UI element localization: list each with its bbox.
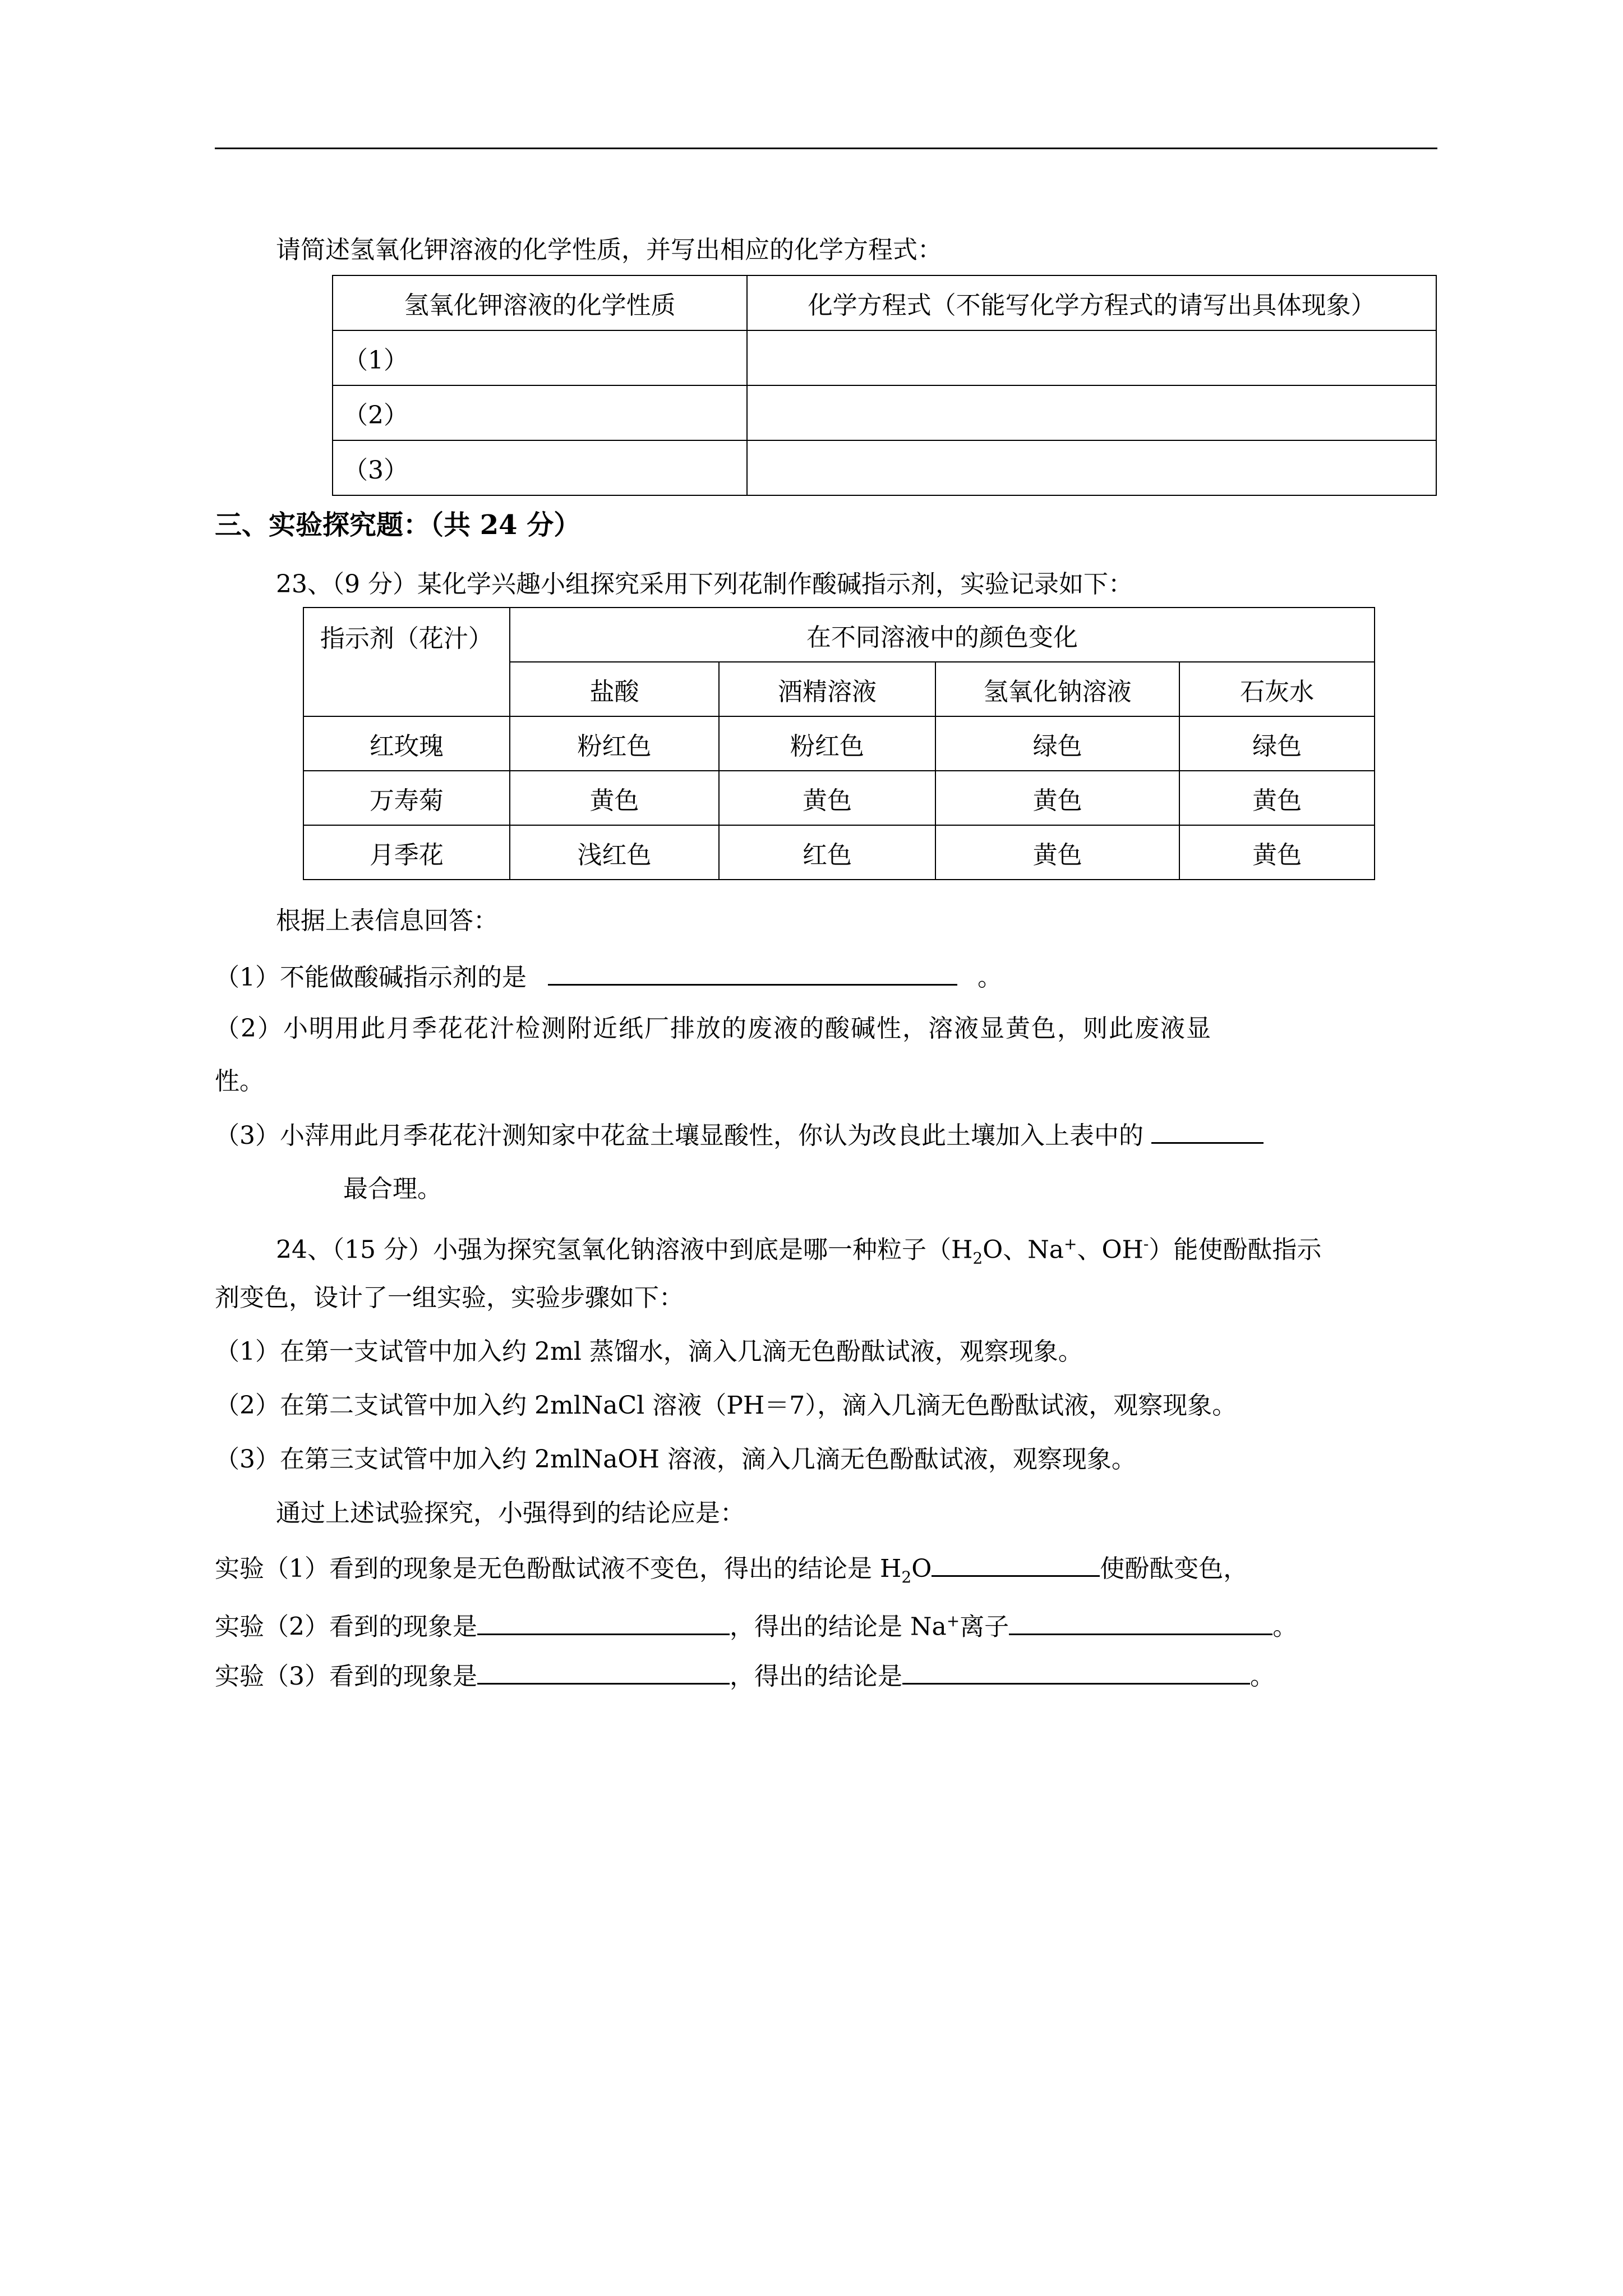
q23-stem: 23、（9 分）某化学兴趣小组探究采用下列花制作酸碱指示剂，实验记录如下： — [276, 570, 1133, 599]
koh-answer-cell[interactable] — [747, 440, 1436, 495]
color-cell: 绿色 — [1179, 716, 1375, 771]
superscript: + — [946, 1612, 960, 1630]
color-cell: 黄色 — [1179, 771, 1375, 825]
q24-conclusion-lead: 通过上述试验探究，小强得到的结论应是： — [276, 1499, 745, 1527]
q24-exp2 — [215, 1604, 1297, 1644]
q23-part1-period: 。 — [978, 963, 1002, 992]
table-row — [333, 330, 1436, 385]
exp2-text: 离子 — [960, 1612, 1009, 1641]
koh-property-table — [332, 275, 1437, 496]
q24-step2: （2）在第二支试管中加入约 2mlNaCl 溶液（PH＝7），滴入几滴无色酚酞试液，观察现象。 — [215, 1391, 1237, 1420]
table-row — [303, 716, 1375, 771]
color-cell: 黄色 — [510, 771, 720, 825]
superscript: + — [1063, 1235, 1077, 1253]
exp1-text: O — [911, 1554, 932, 1583]
koh-row-label: （3） — [333, 440, 747, 495]
flower-name: 万寿菊 — [303, 771, 510, 825]
subscript: 2 — [972, 1249, 983, 1268]
subscript: 2 — [901, 1567, 912, 1586]
q23-part2-line1: （2）小明用此月季花花汁检测附近纸厂排放的废液的酸碱性，溶液显黄色，则此废液显 — [215, 1014, 1212, 1043]
color-cell: 粉红色 — [719, 716, 935, 771]
exp3-text: 实验（3）看到的现象是 — [215, 1662, 477, 1691]
color-cell: 浅红色 — [510, 825, 720, 880]
color-cell: 黄色 — [935, 825, 1180, 880]
q24-stem-part: 、OH — [1077, 1235, 1144, 1264]
q23-part3-answer-blank[interactable] — [1151, 1117, 1264, 1144]
q23-part3-text: （3）小萍用此月季花花汁测知家中花盆土壤显酸性，你认为改良此土壤加入上表中的 — [215, 1121, 1144, 1150]
section-3-title: 三、实验探究题：（共 24 分） — [215, 509, 581, 541]
q24-exp1 — [215, 1550, 1248, 1594]
koh-table-header-equation: 化学方程式（不能写化学方程式的请写出具体现象） — [747, 275, 1436, 330]
exp3-phenomenon-blank[interactable] — [477, 1658, 730, 1685]
exp2-text: 实验（2）看到的现象是 — [215, 1612, 477, 1641]
exp1-answer-blank[interactable] — [932, 1550, 1100, 1577]
koh-table-header-property: 氢氧化钾溶液的化学性质 — [333, 275, 747, 330]
q24-stem-part: ）能使酚酞指示 — [1149, 1235, 1322, 1264]
koh-answer-cell[interactable] — [747, 385, 1436, 440]
q23-part2-line2: 性。 — [215, 1067, 264, 1096]
intro-prompt: 请简述氢氧化钾溶液的化学性质，并写出相应的化学方程式： — [276, 236, 942, 264]
exp3-conclusion-blank[interactable] — [902, 1658, 1250, 1685]
koh-row-label: （1） — [333, 330, 747, 385]
q23-part1-text: （1）不能做酸碱指示剂的是 — [215, 963, 527, 992]
table-row — [333, 440, 1436, 495]
q23-part3-line2: 最合理。 — [343, 1175, 442, 1203]
color-cell: 绿色 — [935, 716, 1180, 771]
exp1-text: 实验（1）看到的现象是无色酚酞试液不变色，得出的结论是 H — [215, 1554, 902, 1583]
table-row — [303, 825, 1375, 880]
exp2-period: 。 — [1272, 1612, 1298, 1641]
exp2-conclusion-blank[interactable] — [1009, 1609, 1272, 1635]
column-header-hcl: 盐酸 — [510, 662, 720, 716]
color-change-group-header: 在不同溶液中的颜色变化 — [510, 608, 1375, 662]
column-header-naoh: 氢氧化钠溶液 — [935, 662, 1180, 716]
q23-part1 — [215, 959, 1002, 995]
color-cell: 黄色 — [935, 771, 1180, 825]
koh-answer-cell[interactable] — [747, 330, 1436, 385]
color-cell: 黄色 — [1179, 825, 1375, 880]
color-cell: 粉红色 — [510, 716, 720, 771]
indicator-corner-header: 指示剂（花汁） — [303, 608, 510, 716]
exp3-text: ，得出的结论是 — [730, 1662, 902, 1691]
color-cell: 黄色 — [719, 771, 935, 825]
indicator-table — [303, 607, 1375, 880]
q23-part3-line1 — [215, 1117, 1264, 1153]
column-header-alcohol: 酒精溶液 — [719, 662, 935, 716]
color-cell: 红色 — [719, 825, 935, 880]
flower-name: 月季花 — [303, 825, 510, 880]
q23-lead: 根据上表信息回答： — [276, 907, 498, 935]
exp3-period: 。 — [1250, 1662, 1275, 1691]
koh-row-label: （2） — [333, 385, 747, 440]
q24-stem-part: O、Na — [983, 1235, 1064, 1264]
table-row — [333, 385, 1436, 440]
q24-step1: （1）在第一支试管中加入约 2ml 蒸馏水，滴入几滴无色酚酞试液，观察现象。 — [215, 1337, 1083, 1366]
q24-stem-line2: 剂变色，设计了一组实验，实验步骤如下： — [215, 1283, 684, 1312]
exp1-text: 使酚酞变色， — [1100, 1554, 1248, 1583]
header-rule — [215, 148, 1437, 149]
q24-stem-part: 24、（15 分）小强为探究氢氧化钠溶液中到底是哪一种粒子（H — [276, 1235, 973, 1264]
superscript: - — [1143, 1235, 1149, 1253]
q24-step3: （3）在第三支试管中加入约 2mlNaOH 溶液，滴入几滴无色酚酞试液，观察现象。 — [215, 1445, 1136, 1474]
flower-name: 红玫瑰 — [303, 716, 510, 771]
q24-stem-line1 — [276, 1227, 1321, 1275]
exp2-text: ，得出的结论是 Na — [730, 1612, 947, 1641]
exp2-phenomenon-blank[interactable] — [477, 1609, 730, 1635]
q23-part1-answer-blank[interactable] — [548, 959, 957, 986]
q24-exp3 — [215, 1658, 1275, 1694]
column-header-limewater: 石灰水 — [1179, 662, 1375, 716]
table-row — [303, 771, 1375, 825]
